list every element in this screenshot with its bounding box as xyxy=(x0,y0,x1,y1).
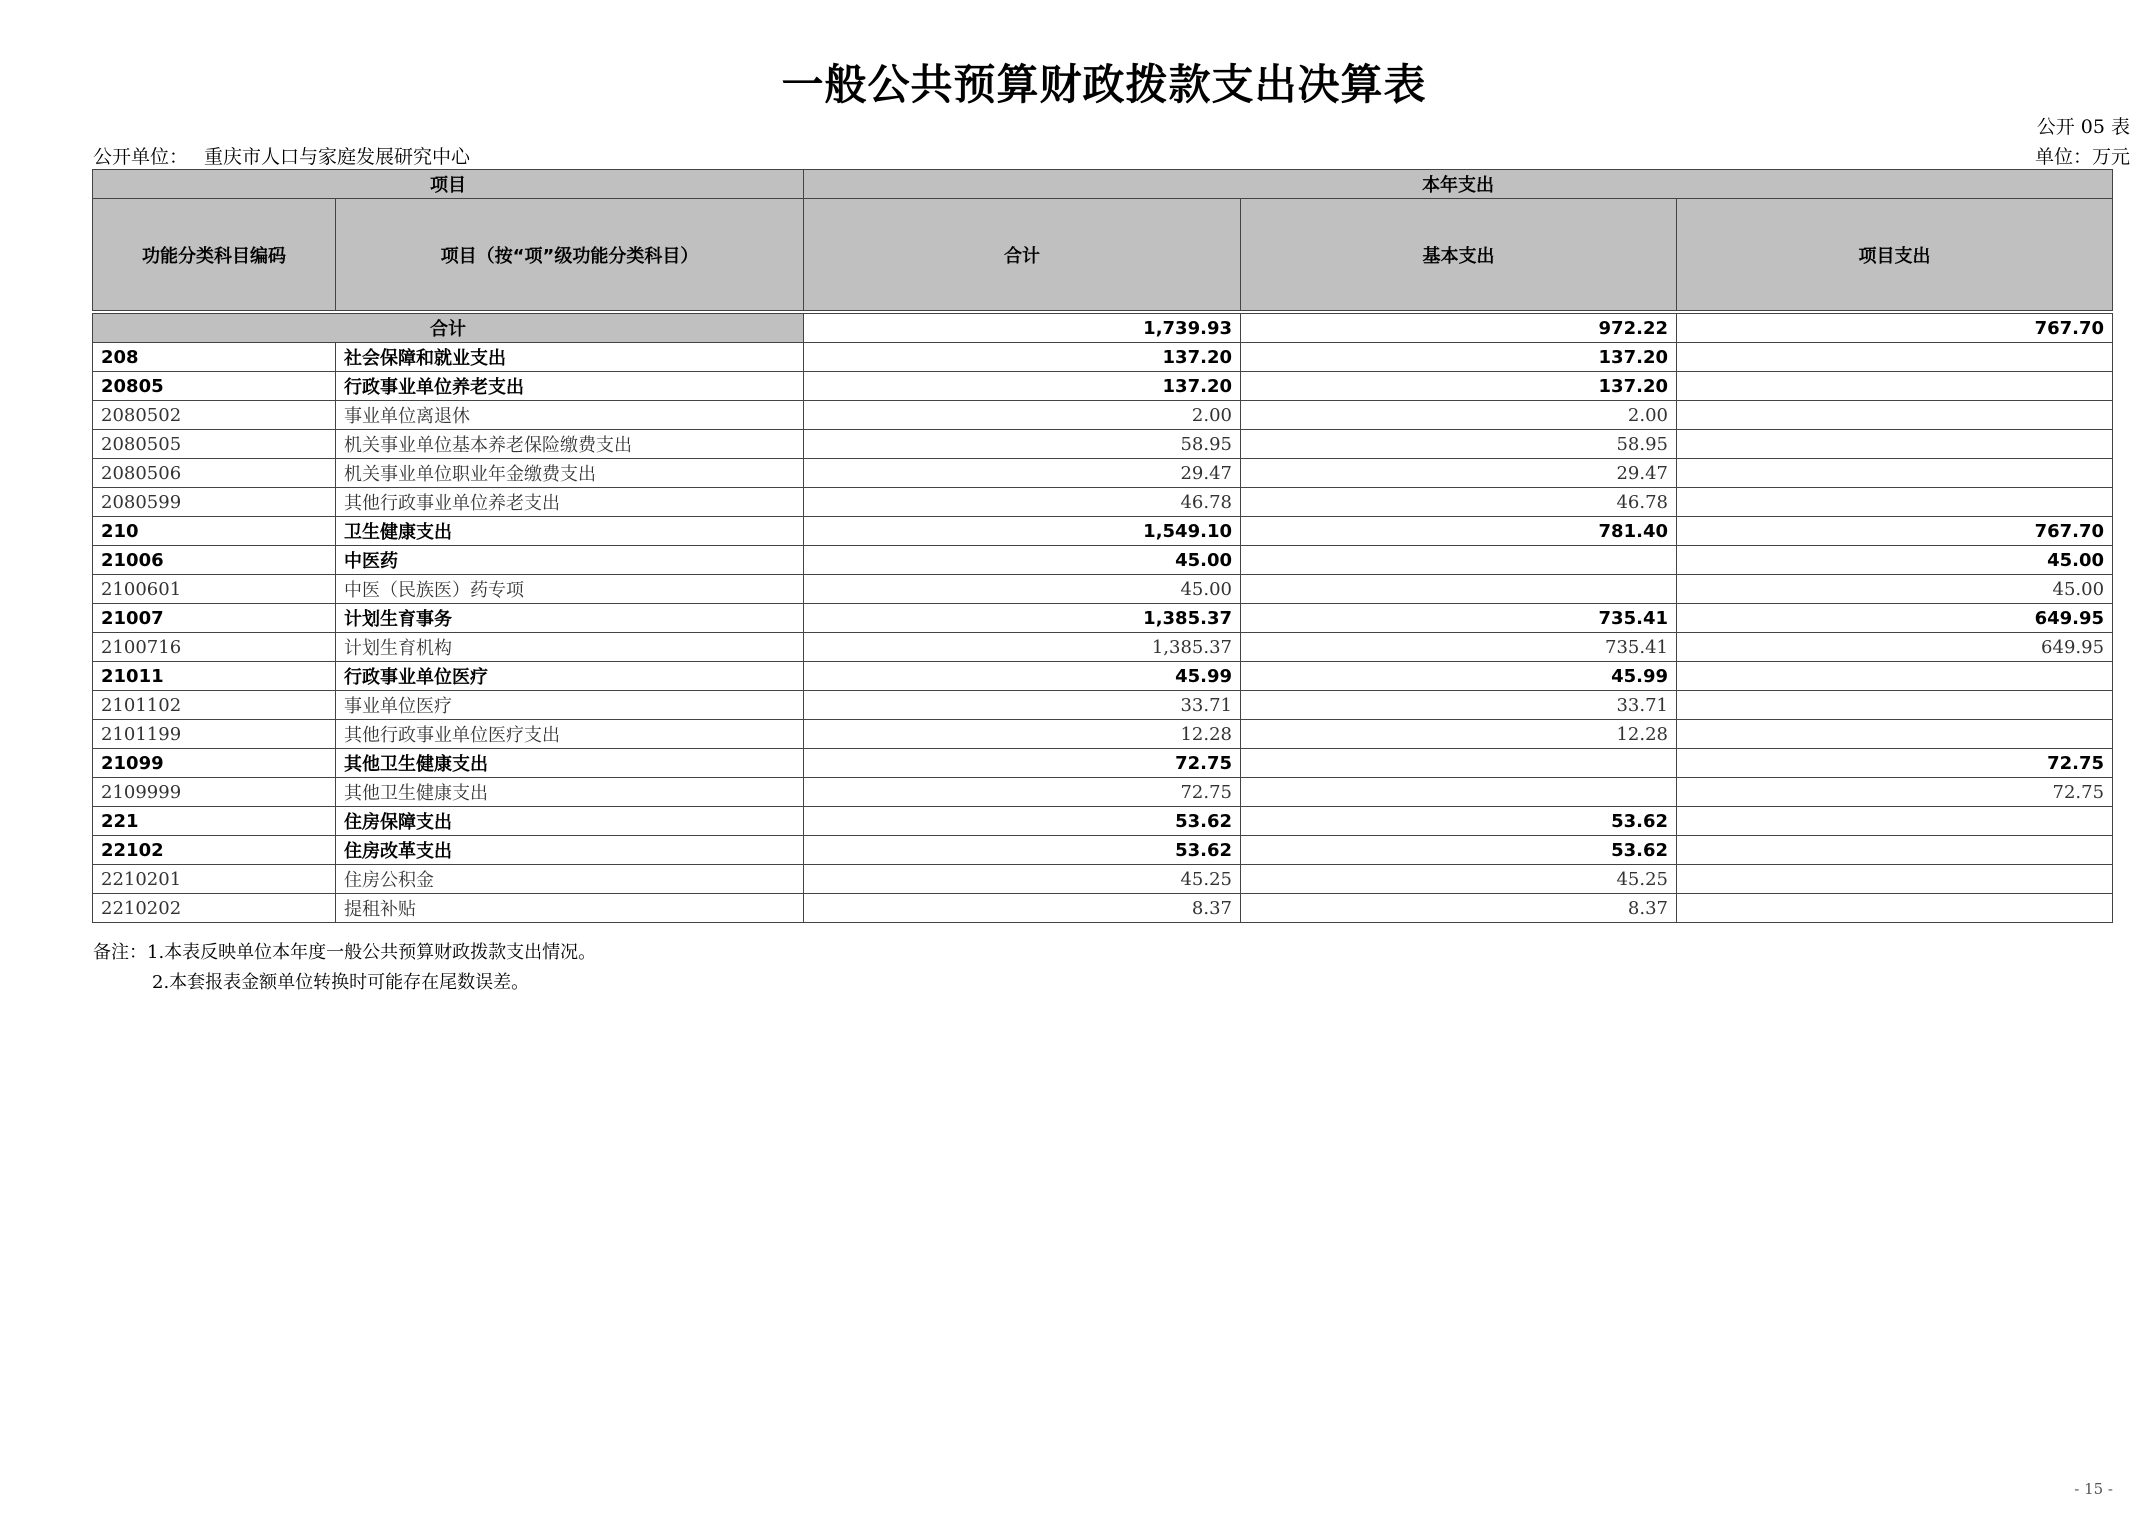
row-project: 72.75 xyxy=(1677,778,2113,807)
table-row xyxy=(93,459,2113,488)
row-total: 72.75 xyxy=(804,749,1241,778)
currency-unit: 单位：万元 xyxy=(2034,146,2130,168)
row-name: 住房改革支出 xyxy=(336,836,804,865)
row-name: 计划生育机构 xyxy=(336,633,804,662)
row-total: 58.95 xyxy=(804,430,1241,459)
row-basic: 137.20 xyxy=(1241,343,1677,372)
row-code: 208 xyxy=(93,343,336,372)
table-row xyxy=(93,778,2113,807)
row-project: 767.70 xyxy=(1677,517,2113,546)
row-total: 1,549.10 xyxy=(804,517,1241,546)
table-row xyxy=(93,894,2113,923)
header-project: 项目 xyxy=(93,170,804,199)
row-code: 2080502 xyxy=(93,401,336,430)
table-row xyxy=(93,691,2113,720)
row-total: 46.78 xyxy=(804,488,1241,517)
row-code: 21011 xyxy=(93,662,336,691)
row-total: 29.47 xyxy=(804,459,1241,488)
row-basic xyxy=(1241,778,1677,807)
row-name: 社会保障和就业支出 xyxy=(336,343,804,372)
row-total: 1,385.37 xyxy=(804,633,1241,662)
row-code: 2100601 xyxy=(93,575,336,604)
note-1: 备注：1.本表反映单位本年度一般公共预算财政拨款支出情况。 xyxy=(93,942,597,963)
row-total: 137.20 xyxy=(804,343,1241,372)
expenditure-table xyxy=(92,169,2113,923)
row-total: 1,385.37 xyxy=(804,604,1241,633)
row-basic xyxy=(1241,749,1677,778)
row-code: 2210201 xyxy=(93,865,336,894)
row-basic: 53.62 xyxy=(1241,836,1677,865)
header-current-year: 本年支出 xyxy=(804,170,2113,199)
row-project xyxy=(1677,372,2113,401)
reporting-unit xyxy=(93,142,470,169)
row-project xyxy=(1677,720,2113,749)
row-project xyxy=(1677,488,2113,517)
note-2: 2.本套报表金额单位转换时可能存在尾数误差。 xyxy=(152,972,530,993)
table-body xyxy=(93,314,2113,923)
form-number: 公开 05 表 xyxy=(2036,116,2130,138)
row-name: 机关事业单位基本养老保险缴费支出 xyxy=(336,430,804,459)
unit-name: 重庆市人口与家庭发展研究中心 xyxy=(204,146,471,168)
row-name: 机关事业单位职业年金缴费支出 xyxy=(336,459,804,488)
row-code: 2210202 xyxy=(93,894,336,923)
row-total: 45.25 xyxy=(804,865,1241,894)
row-total: 45.00 xyxy=(804,575,1241,604)
total-project: 767.70 xyxy=(1677,314,2113,343)
row-total: 45.99 xyxy=(804,662,1241,691)
table-row xyxy=(93,662,2113,691)
table-row xyxy=(93,430,2113,459)
row-project: 72.75 xyxy=(1677,749,2113,778)
row-project xyxy=(1677,401,2113,430)
row-code: 2080505 xyxy=(93,430,336,459)
row-name: 事业单位医疗 xyxy=(336,691,804,720)
row-project xyxy=(1677,459,2113,488)
row-total: 33.71 xyxy=(804,691,1241,720)
table-row xyxy=(93,749,2113,778)
row-name: 其他行政事业单位医疗支出 xyxy=(336,720,804,749)
row-code: 210 xyxy=(93,517,336,546)
row-code: 2080506 xyxy=(93,459,336,488)
row-total: 12.28 xyxy=(804,720,1241,749)
row-total: 45.00 xyxy=(804,546,1241,575)
row-name: 行政事业单位养老支出 xyxy=(336,372,804,401)
table-row xyxy=(93,343,2113,372)
row-name: 计划生育事务 xyxy=(336,604,804,633)
row-total: 72.75 xyxy=(804,778,1241,807)
row-total: 53.62 xyxy=(804,836,1241,865)
row-basic: 29.47 xyxy=(1241,459,1677,488)
row-basic: 33.71 xyxy=(1241,691,1677,720)
row-basic: 8.37 xyxy=(1241,894,1677,923)
row-name: 中医（民族医）药专项 xyxy=(336,575,804,604)
row-name: 提租补贴 xyxy=(336,894,804,923)
row-code: 21099 xyxy=(93,749,336,778)
row-name: 住房公积金 xyxy=(336,865,804,894)
row-basic: 45.99 xyxy=(1241,662,1677,691)
table-row xyxy=(93,604,2113,633)
row-basic: 735.41 xyxy=(1241,604,1677,633)
total-label: 合计 xyxy=(93,314,804,343)
row-project xyxy=(1677,343,2113,372)
table-row xyxy=(93,575,2113,604)
row-name: 住房保障支出 xyxy=(336,807,804,836)
row-code: 21006 xyxy=(93,546,336,575)
row-project xyxy=(1677,865,2113,894)
row-basic: 735.41 xyxy=(1241,633,1677,662)
row-name: 其他行政事业单位养老支出 xyxy=(336,488,804,517)
row-project xyxy=(1677,430,2113,459)
table-row xyxy=(93,836,2113,865)
row-total: 137.20 xyxy=(804,372,1241,401)
row-name: 事业单位离退休 xyxy=(336,401,804,430)
table-row xyxy=(93,807,2113,836)
row-basic: 45.25 xyxy=(1241,865,1677,894)
total-sum: 1,739.93 xyxy=(804,314,1241,343)
row-project: 649.95 xyxy=(1677,633,2113,662)
table-row xyxy=(93,372,2113,401)
row-code: 2101102 xyxy=(93,691,336,720)
page-title: 一般公共预算财政拨款支出决算表 xyxy=(781,60,1427,109)
row-basic: 2.00 xyxy=(1241,401,1677,430)
table-row xyxy=(93,546,2113,575)
row-project xyxy=(1677,836,2113,865)
row-name: 中医药 xyxy=(336,546,804,575)
table-row xyxy=(93,401,2113,430)
row-basic xyxy=(1241,575,1677,604)
row-basic: 46.78 xyxy=(1241,488,1677,517)
row-name: 行政事业单位医疗 xyxy=(336,662,804,691)
total-row xyxy=(93,314,2113,343)
row-basic: 137.20 xyxy=(1241,372,1677,401)
row-project: 649.95 xyxy=(1677,604,2113,633)
header-project-expense: 项目支出 xyxy=(1677,199,2113,311)
row-total: 2.00 xyxy=(804,401,1241,430)
row-name: 其他卫生健康支出 xyxy=(336,749,804,778)
total-basic: 972.22 xyxy=(1241,314,1677,343)
row-code: 21007 xyxy=(93,604,336,633)
row-basic: 58.95 xyxy=(1241,430,1677,459)
row-total: 8.37 xyxy=(804,894,1241,923)
row-code: 2100716 xyxy=(93,633,336,662)
row-project xyxy=(1677,662,2113,691)
table-row xyxy=(93,488,2113,517)
row-code: 20805 xyxy=(93,372,336,401)
row-code: 2109999 xyxy=(93,778,336,807)
row-basic: 53.62 xyxy=(1241,807,1677,836)
header-total: 合计 xyxy=(804,199,1241,311)
header-basic: 基本支出 xyxy=(1241,199,1677,311)
row-project xyxy=(1677,807,2113,836)
row-code: 2101199 xyxy=(93,720,336,749)
table-row xyxy=(93,720,2113,749)
row-name: 卫生健康支出 xyxy=(336,517,804,546)
row-code: 221 xyxy=(93,807,336,836)
row-project: 45.00 xyxy=(1677,546,2113,575)
row-basic: 12.28 xyxy=(1241,720,1677,749)
row-code: 2080599 xyxy=(93,488,336,517)
row-name: 其他卫生健康支出 xyxy=(336,778,804,807)
table-row xyxy=(93,865,2113,894)
header-code: 功能分类科目编码 xyxy=(93,199,336,311)
row-total: 53.62 xyxy=(804,807,1241,836)
row-project xyxy=(1677,691,2113,720)
table-row xyxy=(93,517,2113,546)
unit-label: 公开单位： xyxy=(93,146,189,168)
row-basic xyxy=(1241,546,1677,575)
header-name: 项目（按“项”级功能分类科目） xyxy=(336,199,804,311)
row-basic: 781.40 xyxy=(1241,517,1677,546)
row-code: 22102 xyxy=(93,836,336,865)
row-project: 45.00 xyxy=(1677,575,2113,604)
page-number: - 15 - xyxy=(2074,1480,2113,1498)
row-project xyxy=(1677,894,2113,923)
table-row xyxy=(93,633,2113,662)
